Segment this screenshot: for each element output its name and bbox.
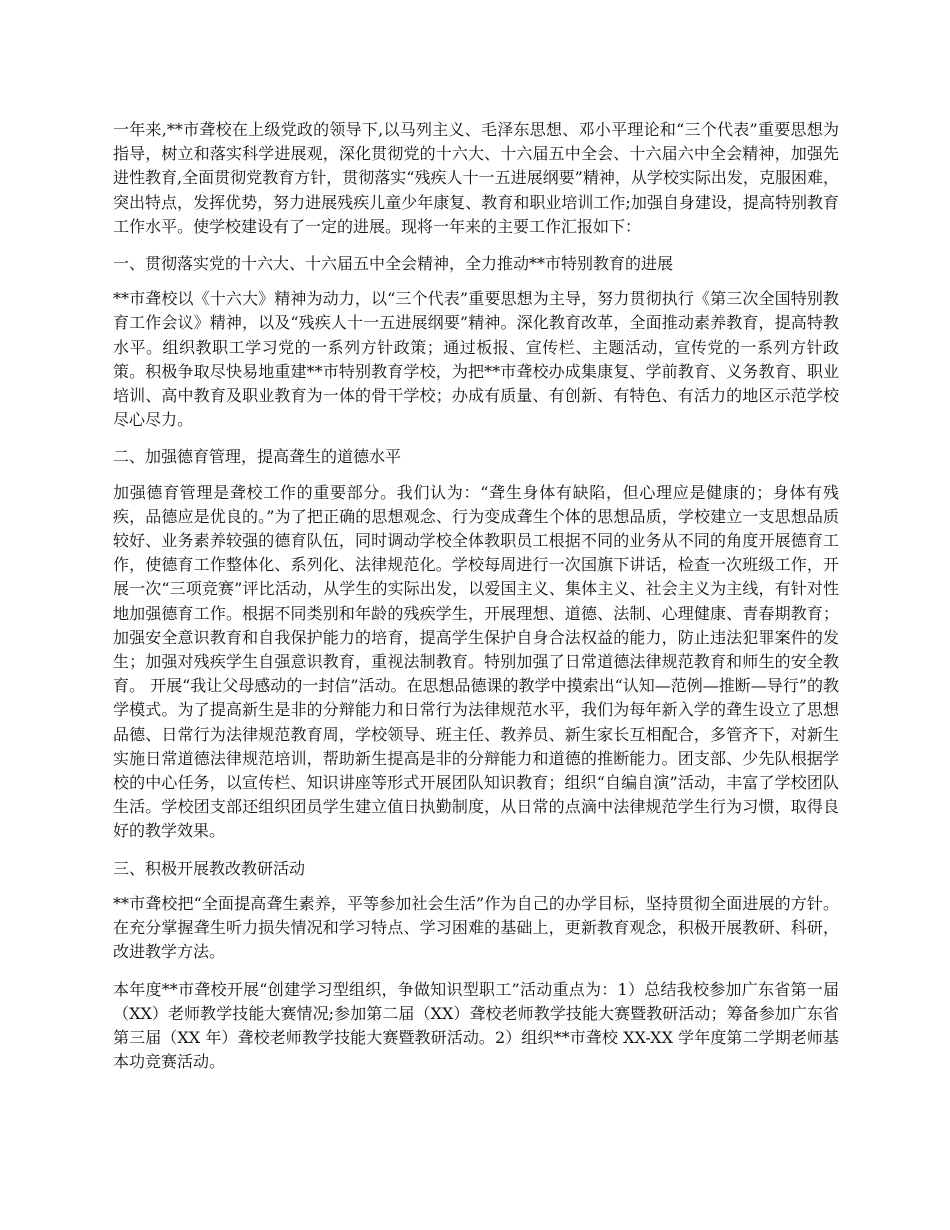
section-1-paragraph: **市聋校以《十六大》精神为动力，以“三个代表”重要思想为主导，努力贯彻执行《第三次全国特别教育工作会议》精神，以及“残疾人十一五进展纲要”精神。深化教育改革，全面推动素养教育，提高特教水平。组织教职工学习党的一系列方针政策；通过板报、宣传栏、主题活动，宣传党的一系列方针政策。积极争取尽快易地重建**市特别教育学校，为把**市聋校办成集康复、学前教育、义务教育、职业培训、高中教育及职业教育为一体的骨干学校；办成有质量、有创新、有特色、有活力的地区示范学校尽心尽力。 [113,289,839,430]
intro-paragraph: 一年来,**市聋校在上级党政的领导下,以马列主义、毛泽东思想、邓小平理论和“三个代表”重要思想为指导，树立和落实科学进展观，深化贯彻党的十六大、十六届五中全会、十六届六中全会精神，加强先进性教育,全面贯彻党教育方针，贯彻落实“残疾人十一五进展纲要”精神，从学校实际出发，克服困难，突出特点，发挥优势，努力进展残疾儿童少年康复、教育和职业培训工作;加强自身建设，提高特别教育工作水平。使学校建设有了一定的进展。现将一年来的主要工作汇报如下： [113,120,839,236]
section-heading-3: 三、积极开展教改教研活动 [113,858,306,878]
document-body [113,118,839,1087]
section-3-paragraph-2: 本年度**市聋校开展“创建学习型组织，争做知识型职工”活动重点为：1）总结我校参加广东省第一届（XX）老师教学技能大赛情况;参加第二届（XX）聋校老师教学技能大赛暨教研活动；筹备参加广东省第三届（XX 年）聋校老师教学技能大赛暨教研活动。2）组织**市聋校 XX-XX 学年度第二学期老师基本功竞赛活动。 [113,979,839,1072]
section-heading-2: 二、加强德育管理，提高聋生的道德水平 [113,447,402,467]
section-2-paragraph: 加强德育管理是聋校工作的重要部分。我们认为：“聋生身体有缺陷，但心理应是健康的；身体有残疾，品德应是优良的。”为了把正确的思想观念、行为变成聋生个体的思想品质，学校建立一支思想品质较好、业务素养较强的德育队伍，同时调动学校全体教职员工根据不同的业务从不同的角度开展德育工作，使德育工作整体化、系列化、法律规范化。学校每周进行一次国旗下讲话，检查一次班级工作，开展一次“三项竞赛”评比活动，从学生的实际出发，以爱国主义、集体主义、社会主义为主线，有针对性地加强德育工作。根据不同类别和年龄的残疾学生，开展理想、道德、法制、心理健康、青春期教育；加强安全意识教育和自我保护能力的培育，提高学生保护自身合法权益的能力，防止违法犯罪案件的发生；加强对残疾学生自强意识教育，重视法制教育。特别加强了日常道德法律规范教育和师生的安全教育。 开展“我让父母感动的一封信”活动。在思想品德课的教学中摸索出“认知—范例—推断—导行”的教学模式。为了提高新生是非的分辩能力和日常行为法律规范水平，我们为每年新入学的聋生设立了思想品德、日常行为法律规范教育周，学校领导、班主任、教养员、新生家长互相配合，多管齐下，对新生实施日常道德法律规范培训，帮助新生提高是非的分辩能力和道德的推断能力。团支部、少先队根据学校的中心任务，以宣传栏、知识讲座等形式开展团队知识教育；组织“自编自演”活动，丰富了学校团队生活。学校团支部还组织团员学生建立值日执勤制度，从日常的点滴中法律规范学生行为习惯，取得良好的教学效果。 [113,482,839,841]
section-3-paragraph-1: **市聋校把“全面提高聋生素养，平等参加社会生活”作为自己的办学目标，坚持贯彻全面进展的方针。在充分掌握聋生听力损失情况和学习特点、学习困难的基础上，更新教育观念，积极开展教研、科研，改进教学方法。 [113,893,839,962]
section-heading-1: 一、贯彻落实党的十六大、十六届五中全会精神，全力推动**市特别教育的进展 [113,254,674,274]
